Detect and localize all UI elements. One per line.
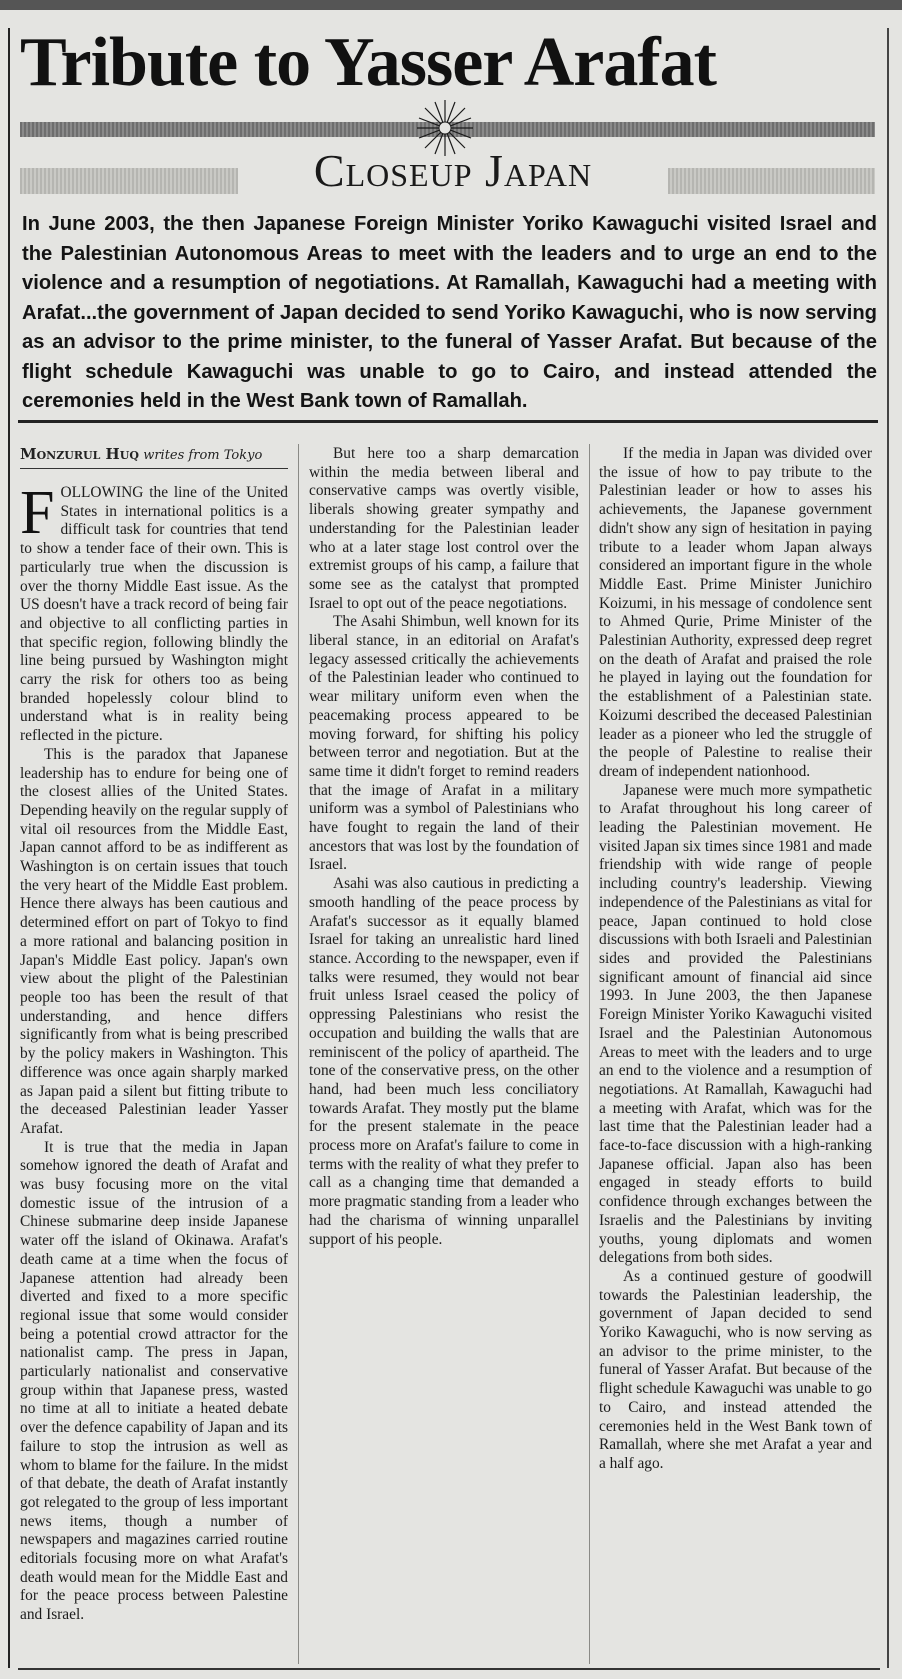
paragraph: Asahi was also cautious in predicting a smooth handling of the peace process by Arafat's successor as it equally blamed Israel for taking an unrealistic hard lined stance. According to the newspaper, even if talks were resumed, they would not bear fruit unless Israel ceased the policy of oppressing Palestinians who resist the occupation and building the walls that are reminiscent of the policy of apartheid. The tone of the conservative press, on the other hand, had been much less conciliatory towards Arafat. They mostly put the blame for the present stalemate in the peace process more on Arafat's failure to come in terms with the reality of what they prefer to call as a changing time that demanded a more pragmatic standing from a leader who had the charisma of winning unparallel support of his people. — [309, 875, 579, 1248]
page-top-edge — [0, 0, 902, 10]
paragraph-text: OLLOWING the line of the United States in international politics is a difficult task for countries that tend to show a tender face of their own. This is particularly true when the discussion is over the thorny Middle East issue. As the US doesn't have a track record of being fair and objective to all conflicting parties in that specific region, following blindly the line being pursued by Washington might carry the risk for others too as being branded hopelessly colour blind to understand what is in reality being reflected in the picture. — [20, 484, 288, 745]
starburst-icon — [415, 98, 475, 158]
article-column-3 — [599, 445, 872, 1665]
byline-divider — [20, 468, 288, 469]
drop-cap: F — [20, 484, 55, 547]
column-divider-2 — [589, 444, 590, 1664]
paragraph: The Asahi Shimbun, well known for its liberal stance, in an editorial on Arafat's legacy assessed critically the achievements of the Palestinian leader who continued to wear military uniform even when the peacemaking process appeared to be moving forward, for shifting his policy between terror and negotiation. But at the same time it didn't forget to remind readers that the image of Arafat in a military uniform was a symbol of Palestinians who have fought to regain the land of their ancestors that was lost by the foundation of Israel. — [309, 613, 579, 874]
byline — [20, 444, 288, 466]
intro-divider — [18, 420, 878, 423]
paragraph: If the media in Japan was divided over the issue of how to pay tribute to the Palestinian leader or how to asses his achievements, the Japanese government didn't show any sign of hesitation in paying tribute to a leader whom Japan always considered an important figure in the whole Middle East. Prime Minister Junichiro Koizumi, in his message of condolence sent to Ahmed Qurie, Prime Minister of the Palestinian Authority, expressed deep regret on the death of Arafat and praised the role he played in laying out the foundation for the establishment of a Palestinian state. Koizumi described the deceased Palestinian leader as a pioneer who led the struggle of the people of Palestine to realise their dream of independent nationhood. — [599, 445, 872, 780]
paragraph: Japanese were much more sympathetic to Arafat throughout his long career of leading the Palestinian movement. He visited Japan six times since 1981 and made friendship with wide range of people including country's leadership. Viewing independence of the Palestinians as vital for peace, Japan continued to hold close discussions with both Israeli and Palestinian sides and provided the Palestinians significant amount of financial aid since 1993. In June 2003, the then Japanese Foreign Minister Yoriko Kawaguchi visited Israel and the Palestinian Autonomous Areas to meet with the leaders and to urge an end to the violence and a resumption of negotiations. At Ramallah, Kawaguchi had a meeting with Arafat, which was for the last time that the Palestinian leader had a face-to-face discussion with a high-ranking Japanese official. Japan also has been engaged in steady efforts to build confidence through exchanges between the Israelis and the Palestinians by inviting youths, young diplomats and women delegations from both sides. — [599, 781, 872, 1267]
byline-location: writes from Tokyo — [143, 448, 263, 463]
paragraph — [20, 484, 288, 746]
bottom-rule — [18, 1668, 880, 1670]
paragraph: This is the paradox that Japanese leadership has to endure for being one of the closest allies of the United States. Depending heavily on the regular supply of vital oil resources from the Middle East, Japan cannot afford to be as indifferent as Washington is on certain issues that touch the very heart of the Middle East problem. Hence there always has been cautious and determined effort on part of Tokyo to find a more rational and balancing position in Japan's Middle East policy. Japan's own view about the plight of the Palestinian people too has been the result of that understanding, and hence differs significantly from what is being prescribed by the policy makers in Washington. This difference was once again sharply marked as Japan paid a silent but fitting tribute to the deceased Palestinian leader Yasser Arafat. — [20, 745, 288, 1137]
article-column-2 — [309, 445, 579, 1665]
column-divider-1 — [298, 444, 299, 1664]
article-column-1 — [20, 484, 288, 1664]
paragraph: It is true that the media in Japan somehow ignored the death of Arafat and was busy focusing more on the vital domestic issue of the intrusion of a Chinese submarine deep inside Japanese water off the island of Okinawa. Arafat's death came at a time when the focus of Japanese attention had already been diverted and fixed to a more specific regional issue that some would consider being a potential crowd attractor for the nationalist camp. The press in Japan, particularly nationalist and conservative group within that Japanese press, wasted no time at all to initiate a heated debate over the defence capability of Japan and its failure to stop the intrusion as well as whom to blame for the failure. In the midst of that debate, the death of Arafat instantly got relegated to the group of less important news items, though a number of newspapers and magazines carried routine editorials focusing more on what Arafat's death would mean for the Middle East and for the peace process between Palestine and Israel. — [20, 1138, 288, 1624]
intro-standfirst: In June 2003, the then Japanese Foreign Minister Yoriko Kawaguchi visited Israel and the Palestinian Autonomous Areas to meet with the leaders and to urge an end to the violence and a resumption of negotiations. At Ramallah, Kawaguchi had a meeting with Arafat...the government of Japan decided to send Yoriko Kawaguchi, who is now serving as an advisor to the prime minister, to the funeral of Yasser Arafat. But because of the flight schedule Kawaguchi was unable to go to Cairo, and instead attended the ceremonies held in the West Bank town of Ramallah. — [22, 213, 877, 412]
right-column-rule — [887, 28, 889, 1668]
headline: Tribute to Yasser Arafat — [20, 24, 716, 101]
section-kicker: Closeup Japan — [238, 140, 668, 202]
paragraph: But here too a sharp demarcation within the media between liberal and conservative camps was overtly visible, liberals showing greater sympathy and understanding for the Palestinian leader who at a later stage lost control over the extremist groups of his camp, a failure that some see as the catalyst that prompted Israel to opt out of the peace negotiations. — [309, 445, 579, 612]
byline-author: Monzurul Huq — [20, 445, 139, 463]
left-column-rule — [8, 28, 10, 1668]
paragraph: As a continued gesture of goodwill towards the Palestinian leadership, the government of Japan decided to send Yoriko Kawaguchi, who is now serving as an advisor to the prime minister, to the funeral of Yasser Arafat. But because of the flight schedule Kawaguchi was unable to go to Cairo, and instead attended the ceremonies held in the West Bank town of Ramallah, where she met Arafat a year and a half ago. — [599, 1267, 872, 1472]
